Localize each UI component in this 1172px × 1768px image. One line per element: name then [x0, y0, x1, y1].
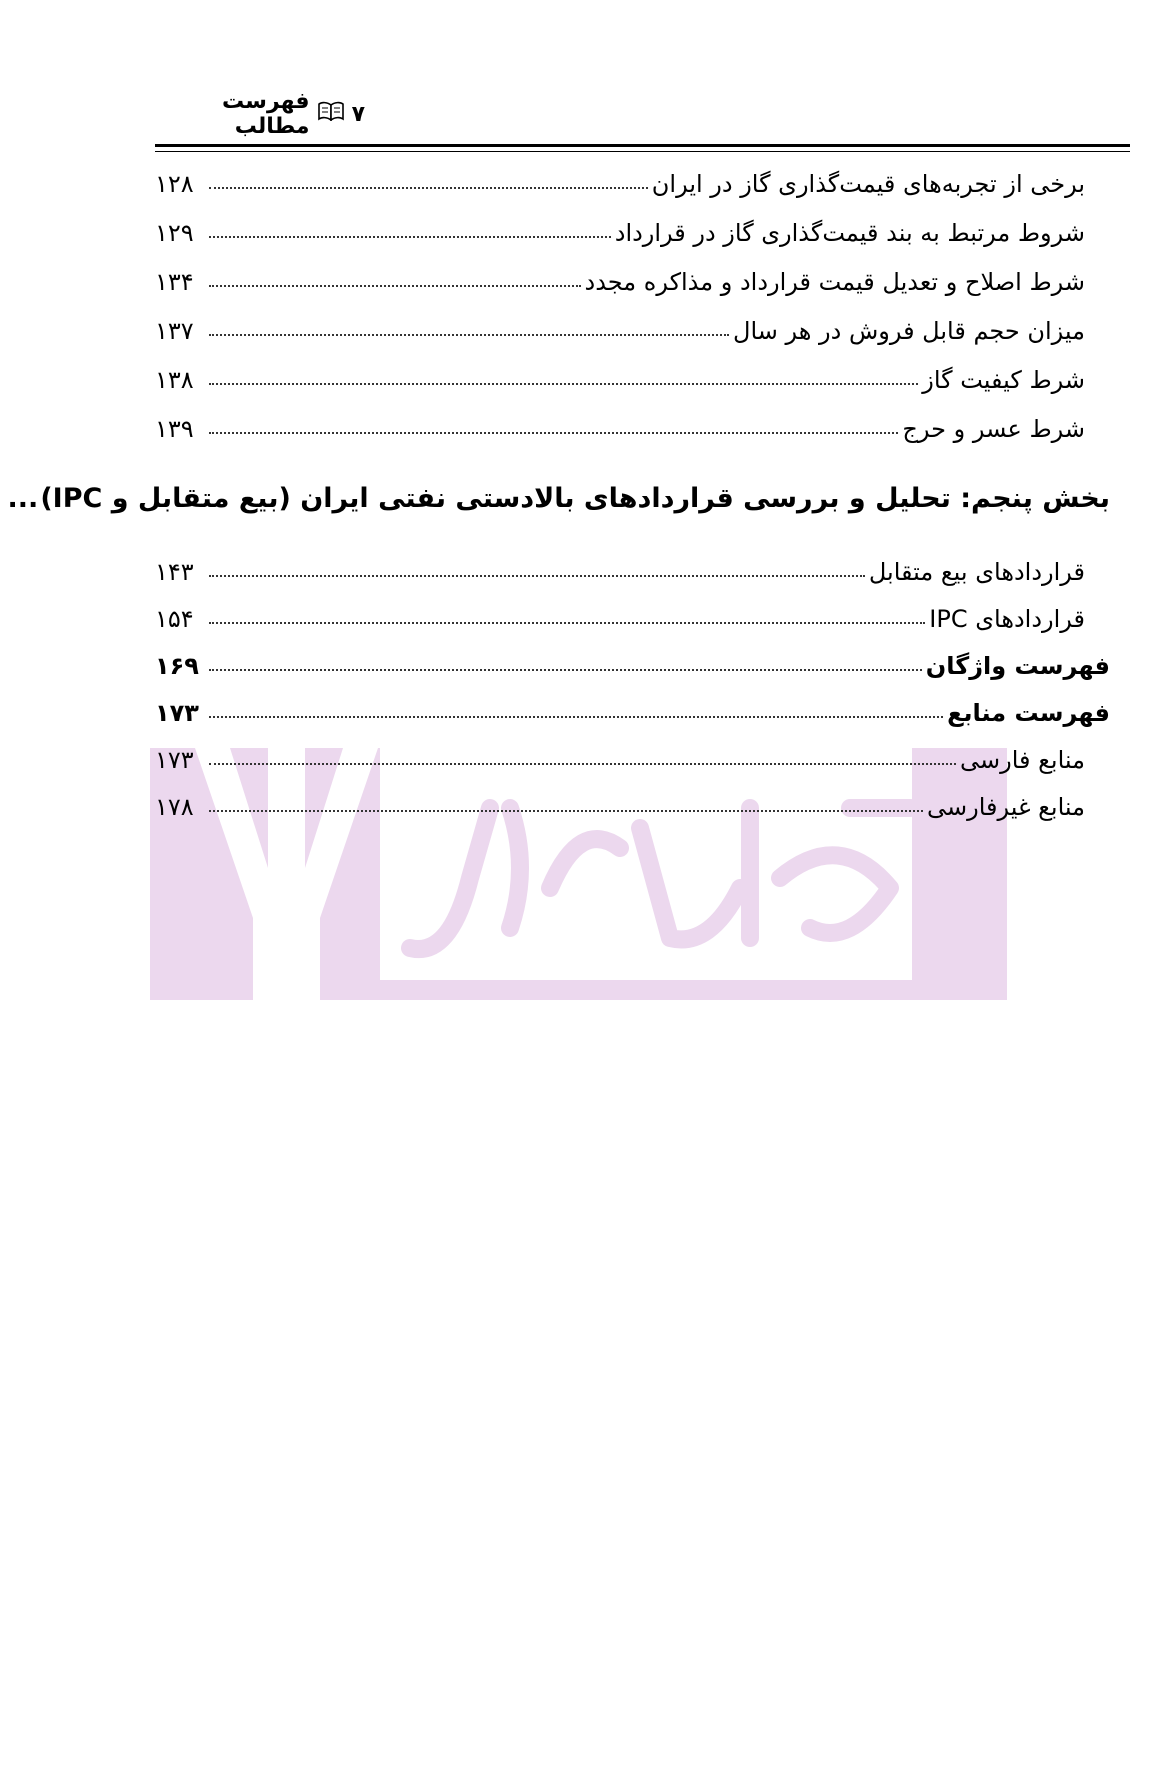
toc-entry-page: ۱۶۹ — [155, 652, 199, 680]
toc-entry[interactable] — [155, 687, 1110, 727]
header-rule-thin — [155, 151, 1130, 152]
toc-entry-title: شروط مرتبط به بند قیمت‌گذاری گاز در قرارداد — [614, 219, 1085, 247]
toc-leader-dots — [209, 285, 581, 287]
toc-part-heading[interactable] — [7, 468, 1110, 514]
running-header — [155, 89, 365, 139]
toc-entry-page: ۱۳۸ — [155, 366, 194, 394]
header-title: فهرست مطالب — [222, 89, 310, 139]
toc-part-dots: ... — [7, 483, 39, 514]
toc-entry-page: ۱۵۴ — [155, 605, 194, 633]
header-page-number: ۷ — [351, 101, 365, 127]
header-rule — [155, 144, 1130, 147]
toc-entry-page: ۱۴۳ — [155, 558, 194, 586]
toc-entry[interactable] — [155, 640, 1110, 680]
toc-entry[interactable] — [155, 734, 1110, 774]
toc-entry-page: ۱۳۷ — [155, 317, 194, 345]
toc-entry-title: شرط اصلاح و تعدیل قیمت قرارداد و مذاکره مجدد — [584, 268, 1085, 296]
toc-entry[interactable] — [155, 593, 1110, 633]
toc-entry-title: فهرست واژگان — [925, 652, 1110, 680]
toc-leader-dots — [209, 763, 956, 765]
open-book-icon — [318, 101, 344, 127]
toc-leader-dots — [209, 187, 648, 189]
toc-leader-dots — [209, 810, 923, 812]
toc-entry-title: منابع فارسی — [960, 746, 1085, 774]
toc-entry-title: منابع غیرفارسی — [926, 793, 1085, 821]
toc-entry[interactable] — [155, 354, 1110, 394]
toc-entry[interactable] — [155, 158, 1110, 198]
toc-entry-title: فهرست منابع — [947, 699, 1110, 727]
toc-leader-dots — [209, 716, 943, 718]
toc-leader-dots — [209, 669, 922, 671]
toc-leader-dots — [209, 622, 925, 624]
toc-entry[interactable] — [155, 305, 1110, 345]
toc-entry[interactable] — [155, 403, 1110, 443]
toc-leader-dots — [209, 575, 865, 577]
toc-entry-title: قراردادهای IPC — [929, 605, 1085, 633]
toc-entry-page: ۱۷۸ — [155, 793, 194, 821]
toc-entry[interactable] — [155, 781, 1110, 821]
toc-entry[interactable] — [155, 256, 1110, 296]
toc-part-title: بخش پنجم: تحلیل و بررسی قراردادهای بالادستی نفتی ایران (بیع متقابل و IPC) — [40, 483, 1110, 514]
toc-leader-dots — [209, 334, 729, 336]
toc-entry[interactable] — [155, 546, 1110, 586]
toc-leader-dots — [209, 383, 918, 385]
toc-entry-page: ۱۷۳ — [155, 699, 199, 727]
toc-entry-page: ۱۲۸ — [155, 170, 194, 198]
toc-entry-title: میزان حجم قابل فروش در هر سال — [733, 317, 1085, 345]
toc-leader-dots — [209, 236, 611, 238]
toc-entry-title: شرط عسر و حرج — [902, 415, 1085, 443]
toc-entry-page: ۱۷۳ — [155, 746, 194, 774]
toc-entry-title: برخی از تجربه‌های قیمت‌گذاری گاز در ایران — [651, 170, 1085, 198]
toc-entry-page: ۱۳۴ — [155, 268, 194, 296]
toc-entry-title: قراردادهای بیع متقابل — [868, 558, 1085, 586]
toc-entry-page: ۱۲۹ — [155, 219, 194, 247]
toc-leader-dots — [209, 432, 898, 434]
toc-entry[interactable] — [155, 207, 1110, 247]
toc-entry-page: ۱۳۹ — [155, 415, 194, 443]
toc-entry-title: شرط کیفیت گاز — [922, 366, 1085, 394]
